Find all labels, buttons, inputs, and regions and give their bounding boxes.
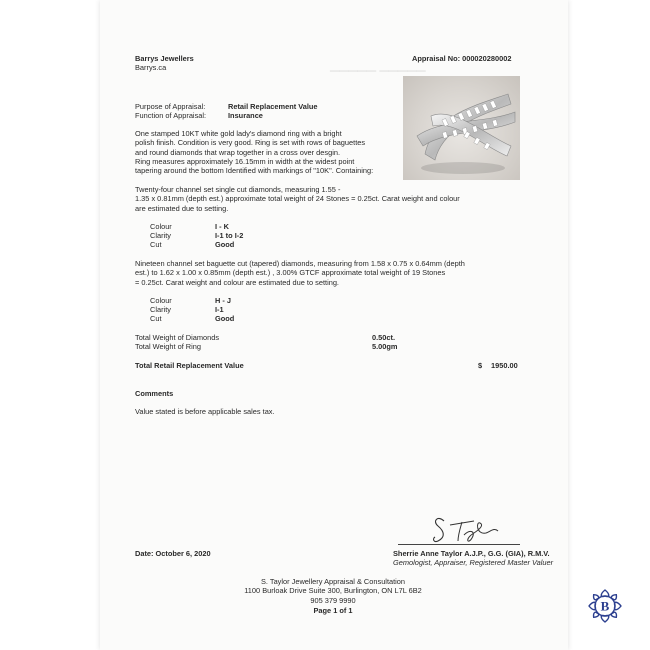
company-name: Barrys Jewellers bbox=[135, 54, 194, 63]
signature-image bbox=[430, 511, 522, 545]
signature-line bbox=[398, 544, 520, 545]
stones1-line: Twenty-four channel set single cut diamonds, measuring 1.55 - bbox=[135, 185, 341, 194]
function-label: Function of Appraisal: bbox=[135, 111, 207, 120]
stones1-cut-value: Good bbox=[215, 240, 235, 249]
appraisal-number: Appraisal No: 000020280002 bbox=[412, 54, 512, 63]
appraisal-date: Date: October 6, 2020 bbox=[135, 549, 211, 558]
stones2-clarity-value: I-1 bbox=[215, 305, 224, 314]
stones2-cut-label: Cut bbox=[150, 314, 162, 323]
svg-text:B: B bbox=[600, 598, 610, 614]
company-website: Barrys.ca bbox=[135, 63, 167, 72]
stones1-line: are estimated due to setting. bbox=[135, 203, 229, 213]
stones2-colour-label: Colour bbox=[150, 296, 172, 305]
comments-text: Value stated is before applicable sales tax. bbox=[135, 407, 275, 416]
show-through-text: ▁▁▁▁▁ ▁▁▁▁▁ bbox=[330, 58, 426, 72]
stones1-colour-label: Colour bbox=[150, 222, 172, 231]
stones1-clarity-label: Clarity bbox=[150, 231, 171, 240]
description-line: tapering around the bottom Identified with markings of "10K". Containing: bbox=[135, 166, 374, 176]
diamond-ring-photo bbox=[403, 76, 520, 180]
description-line: Ring measures approximately 16.15mm in width at the widest point bbox=[135, 156, 355, 166]
appraiser-title: Gemologist, Appraiser, Registered Master Valuer bbox=[393, 558, 554, 567]
stones1-clarity-value: I-1 to I-2 bbox=[215, 231, 244, 240]
stones2-description bbox=[135, 259, 465, 287]
stones1-colour-value: I - K bbox=[215, 222, 229, 231]
ring-icon bbox=[403, 76, 520, 180]
purpose-label: Purpose of Appraisal: bbox=[135, 102, 206, 111]
comments-heading: Comments bbox=[135, 389, 174, 398]
stones2-cut-value: Good bbox=[215, 314, 235, 323]
footer-address: 1100 Burloak Drive Suite 300, Burlington, ON L7L 6B2 bbox=[244, 586, 422, 595]
ring-description bbox=[135, 129, 373, 175]
stones2-line: Nineteen channel set baguette cut (tapered) diamonds, measuring from 1.58 x 0.75 x 0.64mm (depth bbox=[135, 259, 465, 268]
stones1-line: 1.35 x 0.81mm (depth est.) approximate total weight of 24 Stones = 0.25ct. Carat weight and colour bbox=[135, 194, 460, 204]
description-line: polish finish. Condition is very good. Ring is set with rows of baguettes bbox=[135, 138, 366, 148]
footer-company: S. Taylor Jewellery Appraisal & Consultation bbox=[260, 577, 406, 586]
description-line: One stamped 10KT white gold lady's diamond ring with a bright bbox=[135, 129, 342, 138]
total-ring-value: 5.00gm bbox=[372, 342, 398, 351]
stones2-clarity-label: Clarity bbox=[150, 305, 171, 314]
total-ring-label: Total Weight of Ring bbox=[135, 342, 202, 351]
page-number: Page 1 of 1 bbox=[313, 606, 353, 615]
currency-symbol: $ bbox=[478, 361, 483, 370]
function-value: Insurance bbox=[228, 111, 263, 120]
description-line: and round diamonds that wrap together in a cross over desgin. bbox=[135, 147, 341, 157]
stones2-line: = 0.25ct. Carat weight and colour are estimated due to setting. bbox=[135, 277, 339, 287]
purpose-value: Retail Replacement Value bbox=[228, 102, 318, 111]
total-diamonds-value: 0.50ct. bbox=[372, 333, 396, 342]
stones1-description bbox=[135, 185, 460, 213]
stones1-cut-label: Cut bbox=[150, 240, 162, 249]
retail-value-amount: 1950.00 bbox=[491, 361, 518, 370]
stones2-colour-value: H - J bbox=[215, 296, 232, 305]
total-diamonds-label: Total Weight of Diamonds bbox=[135, 333, 220, 342]
footer-phone: 905 379 9990 bbox=[310, 596, 356, 605]
retail-value-label: Total Retail Replacement Value bbox=[135, 361, 244, 370]
appraiser-name: Sherrie Anne Taylor A.J.P., G.G. (GIA), R.M.V. bbox=[393, 549, 550, 558]
stones2-line: est.) to 1.62 x 1.00 x 0.85mm (depth est.) , 3.00% GTCF approximate total weight of 19 Stones bbox=[135, 268, 446, 278]
b-logo-icon bbox=[586, 587, 624, 625]
